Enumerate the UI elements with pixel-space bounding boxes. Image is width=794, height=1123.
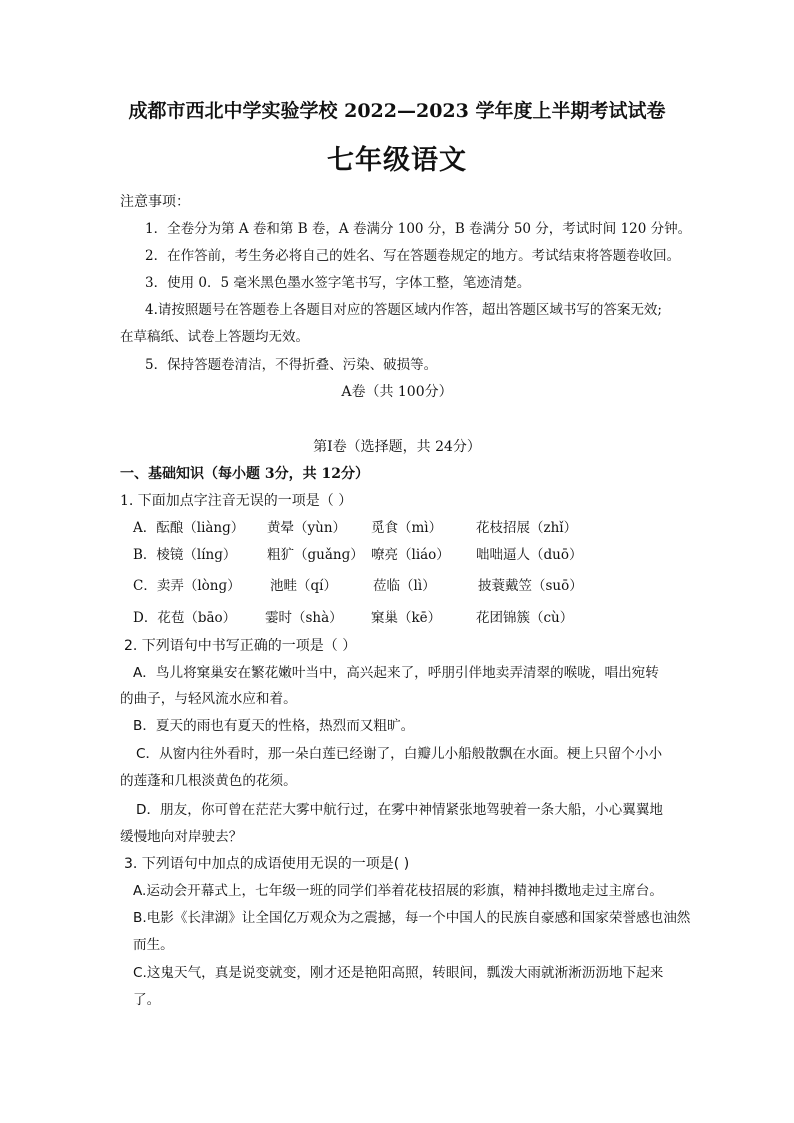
q1-option-d: D．花苞（bāo） bbox=[133, 610, 237, 626]
q1-option-b: B．棱镜（línɡ） bbox=[133, 547, 237, 563]
q1-option-b-word4: 咄咄逼人（duō） bbox=[476, 547, 583, 563]
note-item-5: 5．保持答题卷清洁，不得折叠、污染、破损等。 bbox=[145, 357, 438, 373]
question-3-stem: 3. 下列语句中加点的成语使用无误的一项是( ) bbox=[124, 856, 410, 872]
q1-option-a-word3: 觅食（mì） bbox=[371, 520, 443, 536]
q3-option-b: B.电影《长津湖》让全国亿万观众为之震撼，每一个中国人的民族自豪感和国家荣誉感也油然 bbox=[133, 910, 691, 926]
q1-option-c-word3: 莅临（lì） bbox=[373, 578, 436, 594]
question-2-stem: 2. 下列语句中书写正确的一项是（ ） bbox=[124, 638, 357, 654]
note-item-1: 1．全卷分为第 A 卷和第 B 卷，A 卷满分 100 分，B 卷满分 50 分，考试时间 120 分钟。 bbox=[145, 221, 692, 237]
q1-option-c: C．卖弄（lònɡ） bbox=[133, 578, 241, 594]
q2-option-d-cont: 缓慢地向对岸驶去？ bbox=[120, 829, 243, 845]
section-one-heading: 一、基础知识（每小题 3分，共 12分） bbox=[120, 466, 369, 482]
question-1-stem: 1. 下面加点字注音无误的一项是（ ） bbox=[120, 493, 353, 509]
q2-option-a: A．鸟儿将窠巢安在繁花嫩叶当中，高兴起来了，呼朋引伴地卖弄清翠的喉咙，唱出宛转 bbox=[133, 665, 659, 681]
note-item-4-cont: 在草稿纸、试卷上答题均无效。 bbox=[120, 329, 309, 345]
q1-option-b-word2: 粗犷（guǎnɡ） bbox=[267, 547, 364, 563]
q1-option-a-word2: 黄晕（yùn） bbox=[267, 520, 347, 536]
note-item-4: 4.请按照题号在答题卷上各题目对应的答题区域内作答，超出答题区域书写的答案无效; bbox=[145, 302, 662, 318]
q3-option-b-cont: 而生。 bbox=[133, 937, 174, 953]
q2-option-d: D．朋友，你可曾在茫茫大雾中航行过，在雾中神情紧张地驾驶着一条大船，小心翼翼地 bbox=[136, 802, 664, 818]
q3-option-a: A.运动会开幕式上，七年级一班的同学们举着花枝招展的彩旗，精神抖擞地走过主席台。 bbox=[133, 883, 663, 899]
q3-option-c: C.这鬼天气，真是说变就变，刚才还是艳阳高照，转眼间，瓢泼大雨就淅淅沥沥地下起来 bbox=[133, 965, 664, 981]
q1-option-b-word3: 嘹亮（liáo） bbox=[371, 547, 450, 563]
q2-option-a-cont: 的曲子，与轻风流水应和着。 bbox=[120, 691, 297, 707]
notes-heading: 注意事项： bbox=[120, 194, 190, 210]
exam-title: 成都市西北中学实验学校 2022—2023 学年度上半期考试试卷 bbox=[128, 100, 666, 122]
note-item-3: 3．使用 0．5 毫米黑色墨水签字笔书写，字体工整，笔迹清楚。 bbox=[145, 275, 531, 291]
q1-option-c-word2: 池畦（qí） bbox=[270, 578, 337, 594]
q1-option-a-word4: 花枝招展（zhǐ） bbox=[476, 520, 578, 536]
q1-option-d-word4: 花团锦簇（cù） bbox=[476, 610, 574, 626]
q2-option-c: C．从窗内往外看时，那一朵白莲已经谢了，白瓣儿小船般散飘在水面。梗上只留个小小 bbox=[136, 746, 663, 762]
note-item-2: 2．在作答前，考生务必将自己的姓名、写在答题卷规定的地方。考试结束将答题卷收回。 bbox=[145, 248, 681, 264]
q3-option-c-cont: 了。 bbox=[133, 992, 161, 1008]
q2-option-c-cont: 的莲蓬和几根淡黄色的花须。 bbox=[120, 773, 297, 789]
q1-option-d-word2: 霎时（shà） bbox=[265, 610, 343, 626]
part-one-heading: 第Ⅰ卷（选择题，共 24分） bbox=[313, 439, 481, 455]
volume-a-heading: A卷（共 100分） bbox=[341, 384, 453, 400]
q2-option-b: B．夏天的雨也有夏天的性格，热烈而又粗旷。 bbox=[133, 718, 415, 734]
subject-title: 七年级语文 bbox=[327, 145, 467, 176]
q1-option-a: A．酝酿（liànɡ） bbox=[133, 520, 245, 536]
q1-option-d-word3: 窠巢（kē） bbox=[371, 610, 442, 626]
q1-option-c-word4: 披蓑戴笠（suō） bbox=[478, 578, 583, 594]
